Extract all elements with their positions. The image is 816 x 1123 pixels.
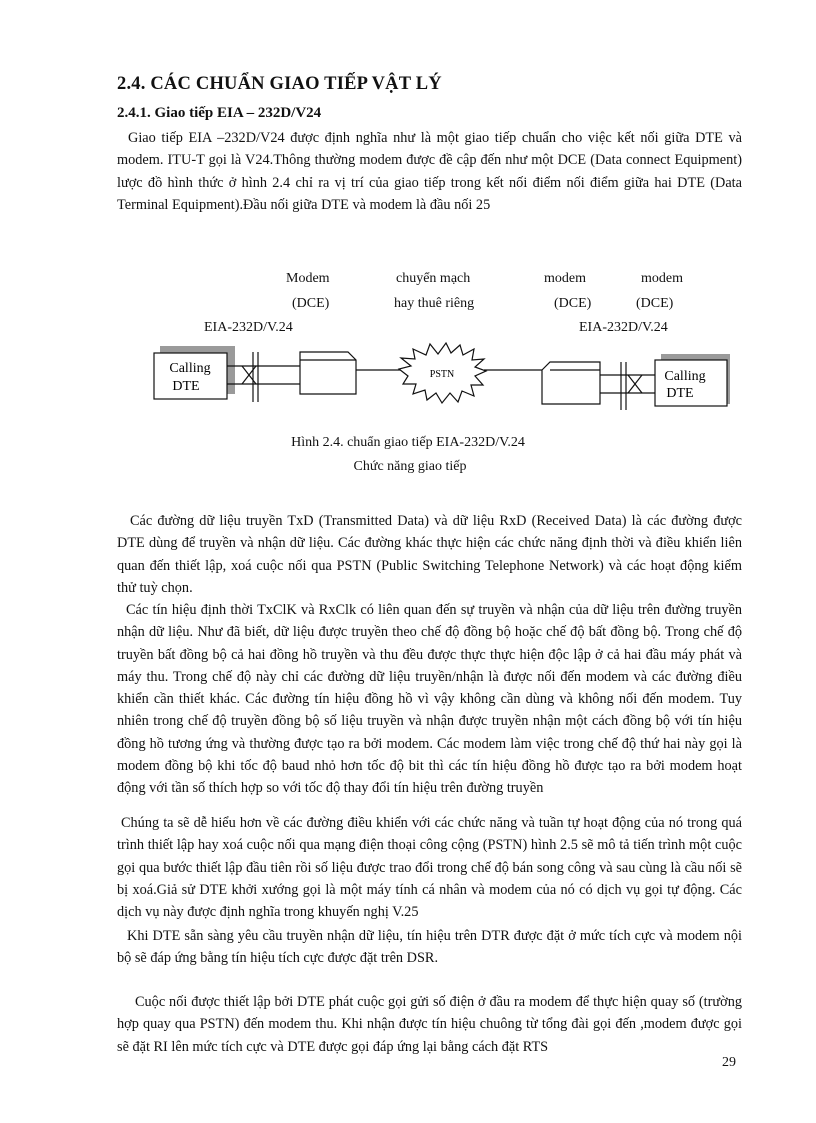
label-switching: chuyển mạch [396,271,471,286]
body-paragraph: Khi DTE sẵn sàng yêu cầu truyền nhận dữ liệu, tín hiệu trên DTR được đặt ở mức tích cực và modem nội bộ sẽ đáp ứng bằng tín hiệu tích cực được đặt trên DSR. [117,928,742,967]
right-dte-label-1: Calling [664,369,706,384]
left-modem-shape [300,352,356,394]
label-dce-right-1: (DCE) [554,296,592,311]
pstn-label: PSTN [429,369,455,380]
intro-paragraph: Giao tiếp EIA –232D/V24 được định nghĩa như là một giao tiếp chuẩn cho việc kết nối giữa DTE và modem. ITU-T gọi là V24.Thông thường modem được đề cập đến như một DCE (Data connect Equipment) lược đồ hình thức ở hình 2.4 chỉ ra vị trí của giao tiếp trong kết nối điểm nối điểm giữa hai DTE (Data Terminal Equipment).Đầu nối giữa DTE và modem là đầu nối 25 [117,130,742,213]
subsection-heading: 2.4.1. Giao tiếp EIA – 232D/V24 [117,105,322,121]
left-dte-label-2: DTE [172,379,200,394]
page-number: 29 [722,1055,736,1070]
left-dte-label-1: Calling [169,361,211,376]
label-modem-right-1: modem [544,271,586,286]
section-heading: 2.4. CÁC CHUẨN GIAO TIẾP VẬT LÝ [117,74,442,94]
body-paragraph: Các tín hiệu định thời TxClK và RxClk có liên quan đến sự truyền và nhận của dữ liệu trên đường truyền nhận dữ liệu. Như đã biết, dữ liệu được truyền theo chế độ đồng bộ hoặc chế độ bất đồng bộ. Trong chế độ truyền bất đồng bộ cả hai đồng hồ truyền và thu đều được thực thực hiện độc lập ở cả hai đầu máy phát và máy thu. Trong chế độ này chỉ các đường dữ liệu truyền/nhận là được nối đến modem và các đường điều khiển cần thiết khác. Các đường tín hiệu đồng hồ vì vậy không cần dùng và không nối đến modem. Tuy nhiên trong chế độ truyền đồng bộ số liệu truyền và nhận được truyền nhận một cách đồng bộ với tín hiệu đồng hồ tương ứng và thường được tạo ra bởi modem. Các modem làm việc trong chế độ thứ hai này gọi là modem đồng bộ khi tốc độ baud nhỏ hơn tốc độ bit thì các tín hiệu đồng hồ được tạo ra bởi modem hoạt động với tần số thích hợp so với tốc độ thay đổi tín hiệu trên đường truyền [117,602,742,797]
label-modem-left: Modem [286,271,330,286]
label-dce-left: (DCE) [292,296,330,311]
label-eia-right: EIA-232D/V.24 [579,320,668,335]
figure-subcaption: Chức năng giao tiếp [353,459,467,474]
label-eia-left: EIA-232D/V.24 [204,320,293,335]
label-dce-right-2: (DCE) [636,296,674,311]
network-diagram [150,340,730,415]
body-paragraph: Cuộc nối được thiết lập bởi DTE phát cuộc gọi gửi số điện ở đầu ra modem để thực hiện quay số (trường hợp quay qua PSTN) đến modem thu. Khi nhận được tín hiệu chuông từ tổng đài gọi đến ,modem được gọi sẽ đặt RI lên mức tích cực và DTE được gọi đáp ứng lại bằng cách đặt RTS [117,994,742,1055]
label-leased: hay thuê riêng [394,296,475,311]
right-dte-label-2: DTE [666,386,694,401]
label-modem-right-2: modem [641,271,683,286]
right-modem-shape [542,362,600,404]
body-paragraph: Chúng ta sẽ dễ hiểu hơn về các đường điều khiển với các chức năng và tuần tự hoạt động của nó trong quá trình thiết lập hay xoá cuộc nối qua mạng điện thoại công cộng (PSTN) hình 2.5 sẽ mô tả tiến trình một cuộc gọi qua bước thiết lập đầu tiên rồi số liệu được trao đổi trong chế độ bán song công và sau cùng là cầu nối sẽ bị xoá.Giả sử DTE khởi xướng gọi là một máy tính cá nhân và modem của nó có dịch vụ gọi tự động. Các dịch vụ này được định nghĩa trong khuyến nghị V.25 [117,815,742,921]
figure-caption: Hình 2.4. chuẩn giao tiếp EIA-232D/V.24 [291,435,525,450]
body-paragraph: Các đường dữ liệu truyền TxD (Transmitted Data) và dữ liệu RxD (Received Data) là các đường được DTE dùng để truyền và nhận dữ liệu. Các đường khác thực hiện các chức năng định thời và điều khiển liên quan đến thiết lập, xoá cuộc nối qua PSTN (Public Switching Telephone Network) và các hoạt động kiểm thử tuỳ chọn. [117,513,742,596]
